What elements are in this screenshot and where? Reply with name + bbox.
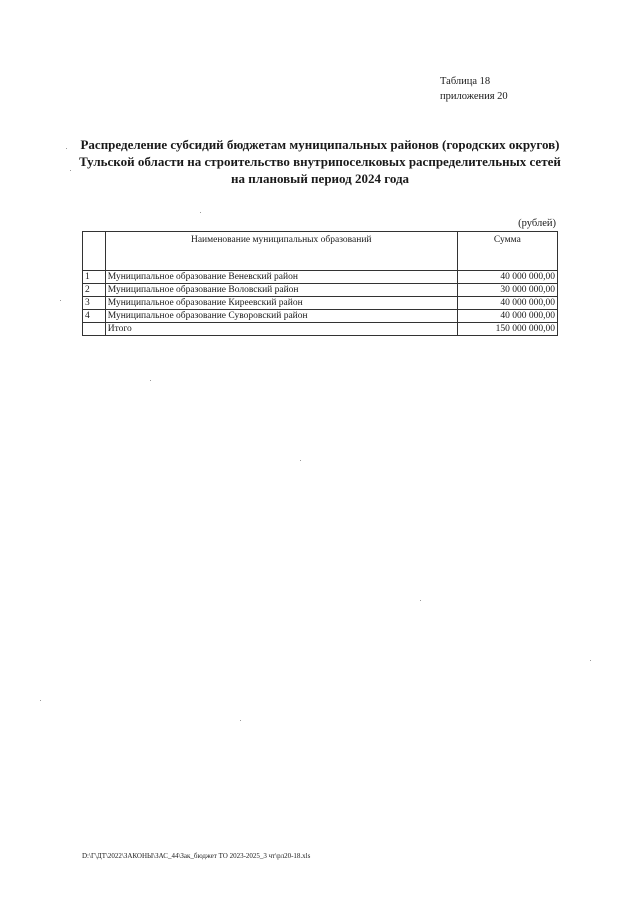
title-line-1: Распределение субсидий бюджетам муниципальных районов (городских округов)	[80, 137, 560, 152]
title-line-2: Тульской области на строительство внутрипоселковых распределительных сетей	[79, 154, 561, 169]
table-row	[83, 310, 558, 323]
row-name: Муниципальное образование Воловский район	[105, 284, 457, 297]
row-number: 3	[83, 297, 106, 310]
row-number: 2	[83, 284, 106, 297]
total-number	[83, 323, 106, 336]
row-number: 1	[83, 271, 106, 284]
total-row	[83, 323, 558, 336]
row-sum: 40 000 000,00	[457, 297, 557, 310]
header-number	[83, 232, 106, 271]
header-sum: Сумма	[457, 232, 557, 271]
row-name: Муниципальное образование Киреевский район	[105, 297, 457, 310]
scan-speck	[590, 660, 591, 661]
scan-speck	[40, 700, 41, 701]
scan-speck	[200, 212, 201, 213]
appendix-number: приложения 20	[440, 91, 508, 102]
row-number: 4	[83, 310, 106, 323]
scan-speck	[70, 170, 71, 171]
total-label: Итого	[105, 323, 457, 336]
total-sum: 150 000 000,00	[457, 323, 557, 336]
table-header-row	[83, 232, 558, 271]
row-sum: 40 000 000,00	[457, 310, 557, 323]
scan-speck	[240, 720, 241, 721]
scan-speck	[420, 600, 421, 601]
table-row	[83, 297, 558, 310]
table-number: Таблица 18	[440, 76, 491, 87]
scan-speck	[150, 380, 151, 381]
table-row	[83, 271, 558, 284]
row-name: Муниципальное образование Суворовский район	[105, 310, 457, 323]
row-sum: 40 000 000,00	[457, 271, 557, 284]
units-label: (рублей)	[518, 218, 556, 229]
table-reference	[440, 74, 540, 104]
scan-speck	[300, 460, 301, 461]
file-path-footer: D:\Г\ДТ\2022\ЗАКОНЫ\ЗАС_44\Зак_бюджет ТО 2023-2025_3 чт\рл20-18.xls	[82, 852, 311, 860]
subsidy-table	[82, 231, 558, 336]
table-row	[83, 284, 558, 297]
scan-speck	[66, 148, 67, 149]
row-name: Муниципальное образование Веневский район	[105, 271, 457, 284]
title-line-3: на плановый период 2024 года	[230, 171, 410, 186]
header-name: Наименование муниципальных образований	[105, 232, 457, 271]
scan-speck	[60, 300, 61, 301]
row-sum: 30 000 000,00	[457, 284, 557, 297]
document-title	[60, 136, 580, 187]
